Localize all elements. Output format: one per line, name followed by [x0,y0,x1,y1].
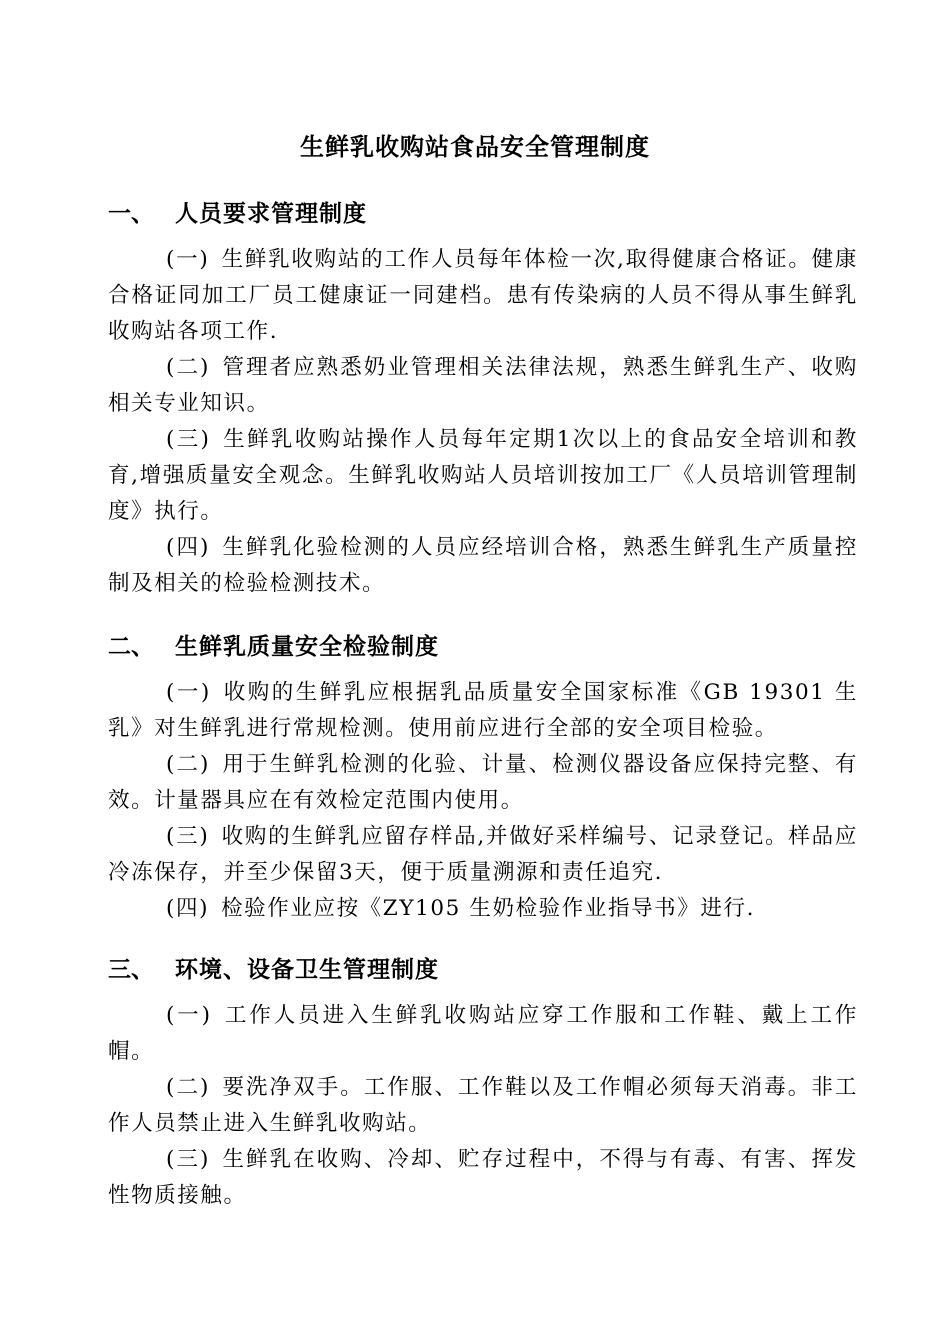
clause [108,350,858,422]
section-personnel [0,194,950,602]
clause [108,1142,858,1214]
clause-text: 管理者应熟悉奶业管理相关法律法规，熟悉生鲜乳生产、收购相关专业知识。 [108,355,859,416]
clause-text: 用于生鲜乳检测的化验、计量、检测仪器设备应保持完整、有效。计量器具应在有效检定范围内使用。 [108,752,859,813]
clause [108,891,858,927]
section-title: 生鲜乳质量安全检验制度 [175,634,439,660]
clause-label: (三) [166,427,211,452]
clause-label: (三) [166,1147,210,1172]
section-title: 人员要求管理制度 [175,201,367,227]
clause [108,242,858,350]
clause-text: 生鲜乳化验检测的人员应经培训合格，熟悉生鲜乳生产质量控制及相关的检验检测技术。 [108,535,859,596]
clause-text: 收购的生鲜乳应根据乳品质量安全国家标准《GB 19301 生乳》对生鲜乳进行常规检测。使用前应进行全部的安全项目检验。 [108,680,858,741]
clause [108,1070,858,1142]
section-environment-hygiene [0,950,950,1214]
clause [108,747,858,819]
clause-label: (一) [166,247,210,272]
clause-label: (四) [166,896,210,921]
section-heading [0,627,950,667]
clause [108,422,858,530]
section-number: 一、 [108,201,154,227]
clause-text: 生鲜乳收购站操作人员每年定期1次以上的食品安全培训和教育,增强质量安全观念。生鲜乳收购站人员培训按加工厂《人员培训管理制度》执行。 [108,427,858,524]
clause-text: 生鲜乳在收购、冷却、贮存过程中，不得与有毒、有害、挥发性物质接触。 [108,1147,859,1208]
section-title: 环境、设备卫生管理制度 [175,957,439,983]
clause-label: (二) [166,355,210,380]
clause-text: 要洗净双手。工作服、工作鞋以及工作帽必须每天消毒。非工作人员禁止进入生鲜乳收购站。 [108,1075,859,1136]
clause-label: (三) [166,824,210,849]
section-heading [0,950,950,990]
section-number: 三、 [108,957,154,983]
clause [108,819,858,891]
clause-text: 检验作业应按《ZY105 生奶检验作业指导书》进行. [221,896,756,921]
clause [108,675,858,747]
document-title: 生鲜乳收购站食品安全管理制度 [300,133,650,161]
clause [108,530,858,602]
clause-text: 工作人员进入生鲜乳收购站应穿工作服和工作鞋、戴上工作帽。 [108,1003,858,1064]
clause-label: (一) [166,1003,212,1028]
clause [108,998,858,1070]
section-heading [0,194,950,234]
clause-label: (二) [166,1075,210,1100]
section-quality-inspection [0,627,950,927]
clause-label: (一) [166,680,211,705]
clause-text: 生鲜乳收购站的工作人员每年体检一次,取得健康合格证。健康合格证同加工厂员工健康证一同建档。患有传染病的人员不得从事生鲜乳收购站各项工作. [108,247,859,344]
clause-text: 收购的生鲜乳应留存样品,并做好采样编号、记录登记。样品应冷冻保存，并至少保留3天，便于质量溯源和责任追究. [108,824,859,885]
section-number: 二、 [108,634,154,660]
clause-label: (二) [166,752,210,777]
clause-label: (四) [166,535,210,560]
